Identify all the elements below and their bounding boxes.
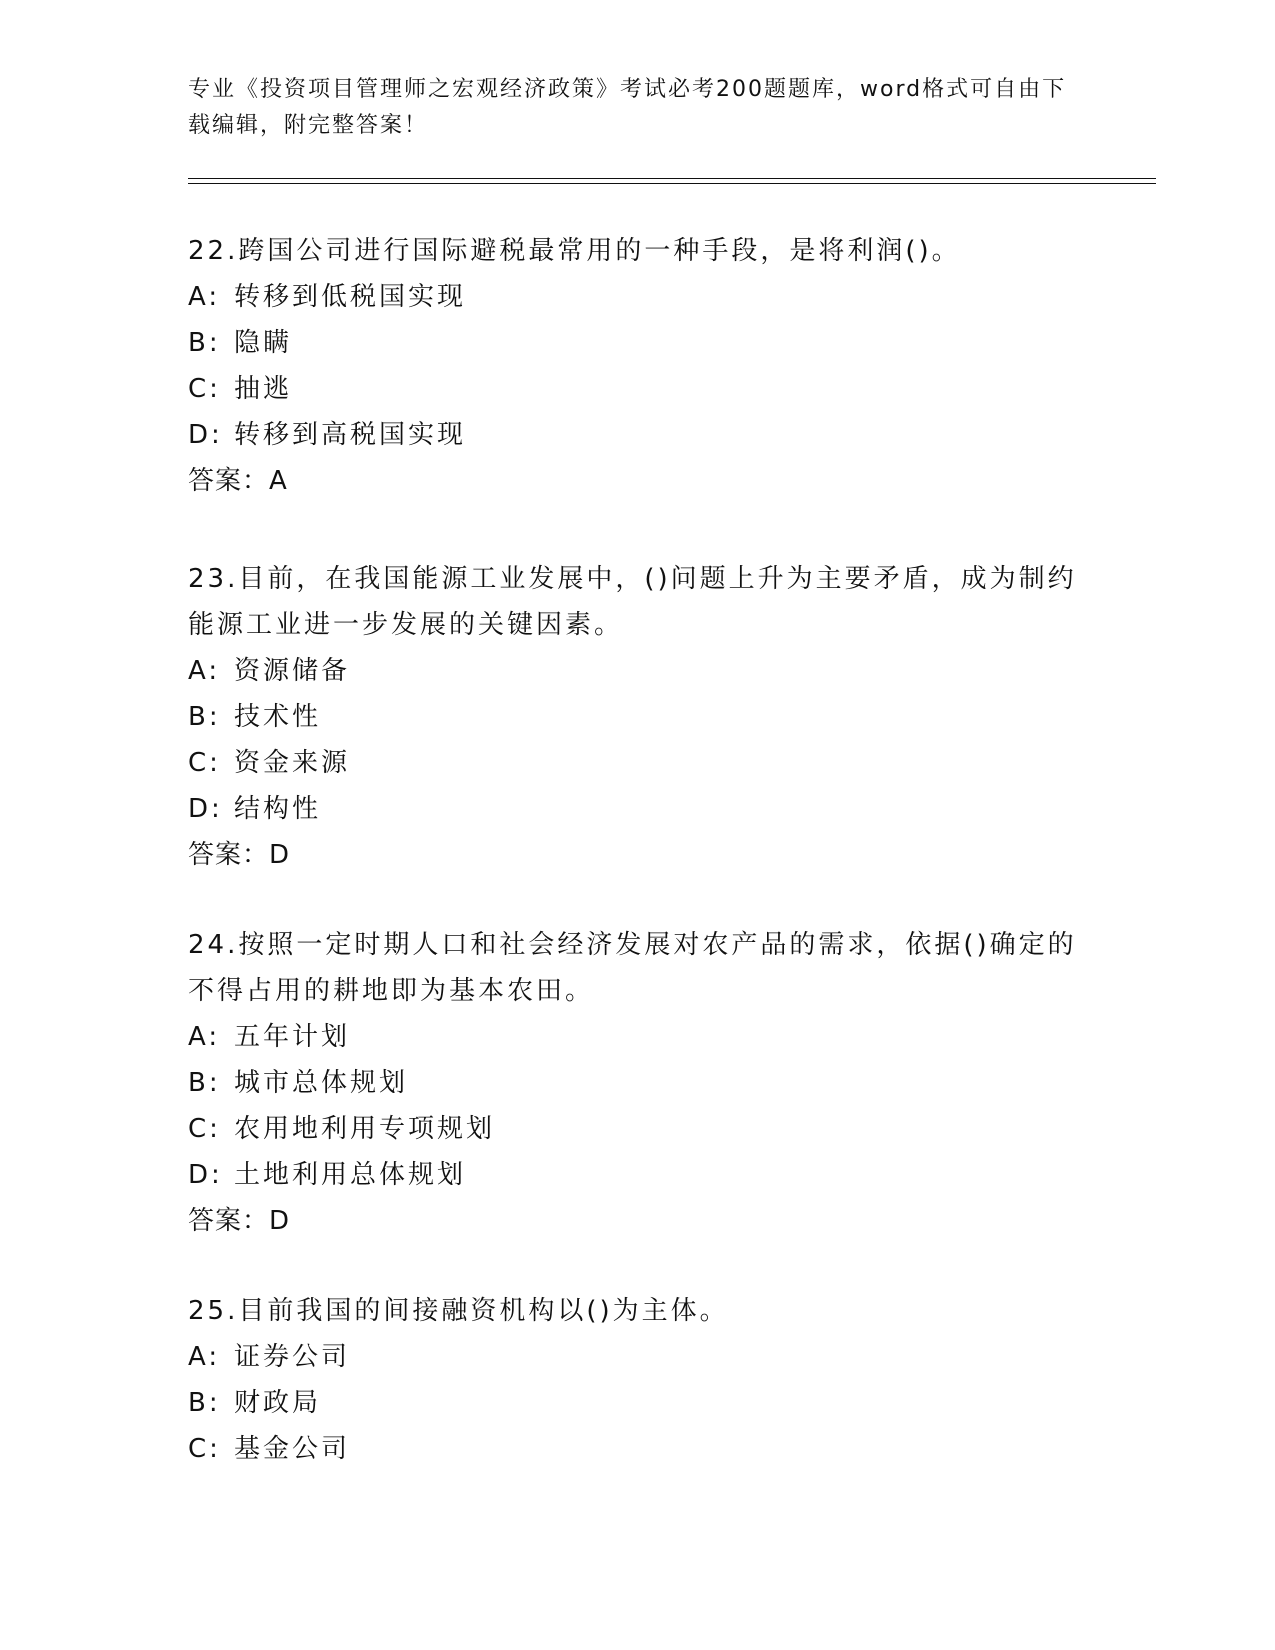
option-key: A: — [188, 282, 221, 312]
question-25 — [188, 1288, 1088, 1472]
option-key: C: — [188, 1434, 221, 1464]
option-text: 资源储备 — [234, 656, 351, 686]
header-divider-top — [188, 178, 1156, 179]
option-text: 基金公司 — [234, 1434, 351, 1464]
question-text: 22.跨国公司进行国际避税最常用的一种手段，是将利润()。 — [188, 236, 961, 266]
option-c — [188, 740, 1088, 786]
option-b — [188, 1060, 1088, 1106]
option-d — [188, 1152, 1088, 1198]
option-key: D: — [188, 420, 223, 450]
option-text: 结构性 — [234, 794, 322, 824]
option-text: 农用地利用专项规划 — [234, 1114, 496, 1144]
option-text: 财政局 — [234, 1388, 322, 1418]
option-key: C: — [188, 1114, 221, 1144]
option-c — [188, 1426, 1088, 1472]
option-c — [188, 1106, 1088, 1152]
option-text: 技术性 — [234, 702, 322, 732]
question-text: 25.目前我国的间接融资机构以()为主体。 — [188, 1296, 729, 1326]
option-d — [188, 412, 1088, 458]
option-text: 抽逃 — [234, 374, 293, 404]
option-key: A: — [188, 1022, 221, 1052]
option-text: 城市总体规划 — [234, 1068, 409, 1098]
question-24 — [188, 922, 1088, 1244]
option-text: 证券公司 — [234, 1342, 351, 1372]
option-key: B: — [188, 702, 221, 732]
option-key: D: — [188, 1160, 223, 1190]
answer-line: 答案：A — [188, 466, 288, 496]
option-b — [188, 320, 1088, 366]
option-a — [188, 1014, 1088, 1060]
option-text: 隐瞒 — [234, 328, 293, 358]
option-text: 资金来源 — [234, 748, 351, 778]
answer-line: 答案：D — [188, 840, 291, 870]
option-text: 土地利用总体规划 — [234, 1160, 467, 1190]
answer-line: 答案：D — [188, 1206, 291, 1236]
option-b — [188, 694, 1088, 740]
option-d — [188, 786, 1088, 832]
option-key: B: — [188, 1068, 221, 1098]
option-text: 转移到高税国实现 — [234, 420, 467, 450]
option-key: A: — [188, 656, 221, 686]
option-key: D: — [188, 794, 223, 824]
option-key: B: — [188, 328, 221, 358]
option-c — [188, 366, 1088, 412]
question-text: 23.目前，在我国能源工业发展中，()问题上升为主要矛盾，成为制约能源工业进一步发展的关键因素。 — [188, 564, 1077, 640]
question-text: 24.按照一定时期人口和社会经济发展对农产品的需求，依据()确定的不得占用的耕地即为基本农田。 — [188, 930, 1077, 1006]
option-key: A: — [188, 1342, 221, 1372]
option-key: C: — [188, 374, 221, 404]
option-b — [188, 1380, 1088, 1426]
question-23 — [188, 556, 1088, 878]
question-22 — [188, 228, 1088, 504]
option-key: B: — [188, 1388, 221, 1418]
option-a — [188, 274, 1088, 320]
option-text: 五年计划 — [234, 1022, 351, 1052]
option-a — [188, 1334, 1088, 1380]
option-a — [188, 648, 1088, 694]
header-divider-bottom — [188, 183, 1156, 184]
option-text: 转移到低税国实现 — [234, 282, 467, 312]
option-key: C: — [188, 748, 221, 778]
document-header: 专业《投资项目管理师之宏观经济政策》考试必考200题题库，word格式可自由下载编辑，附完整答案！ — [188, 77, 1067, 138]
